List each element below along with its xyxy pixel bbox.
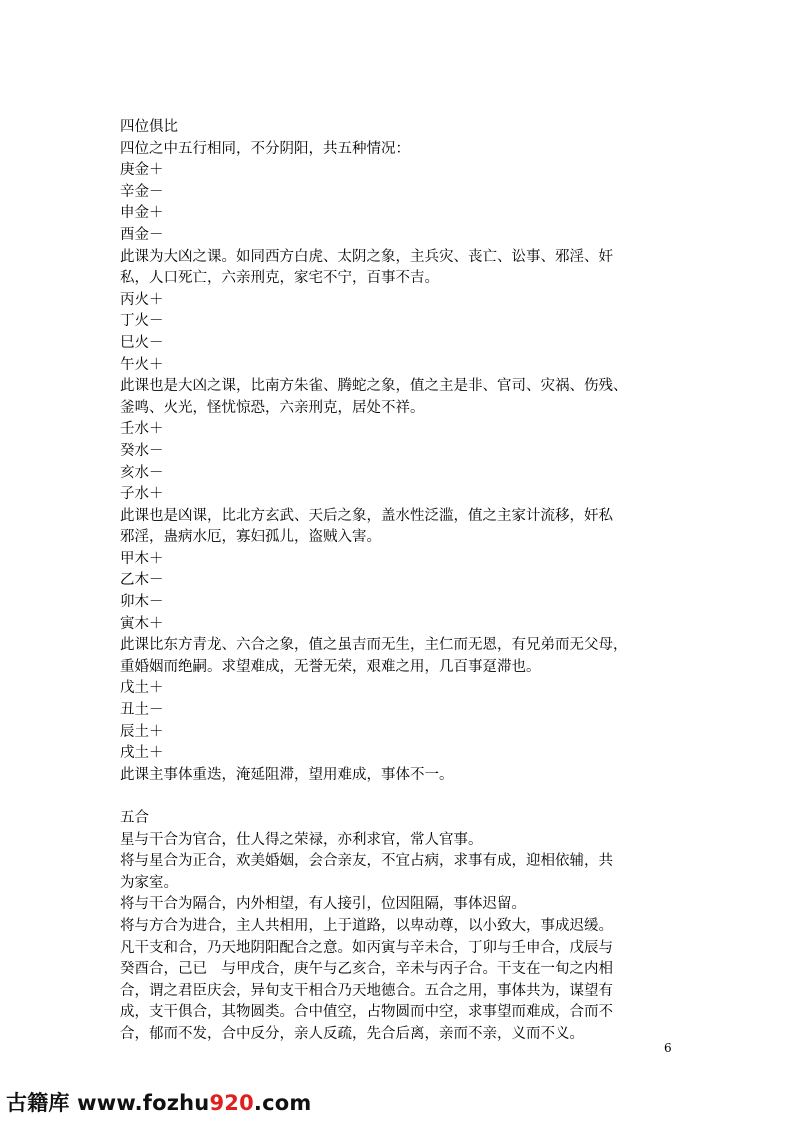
stem-branch-item: 卯木－ [120,594,164,611]
stem-branch-item: 戌土＋ [120,745,164,762]
site-url-suffix: .com [253,1091,312,1115]
stem-branch-item: 辰土＋ [120,723,164,740]
body-line: 凡干支和合，乃天地阴阳配合之意。如丙寅与辛未合，丁卯与壬申合，戊辰与 [120,939,613,956]
group-description: 私，人口死亡，六亲刑克，家宅不宁，百事不吉。 [120,270,439,287]
document-body [120,117,680,1046]
section-intro: 四位之中五行相同，不分阴阳，共五种情况： [120,140,410,157]
element-group-water [120,419,680,549]
group-description: 邪淫，蛊病水厄，寡妇孤儿，盗贼入害。 [120,529,381,546]
stem-branch-item: 戊土＋ [120,680,164,697]
group-description: 重婚姻而绝嗣。求望难成，无誉无荣，艰难之用，几百事趸滞也。 [120,658,541,675]
section-heading: 四位俱比 [120,119,178,135]
element-group-metal [120,160,680,290]
body-line: 为家室。 [120,874,178,891]
stem-branch-item: 申金＋ [120,205,164,222]
stem-branch-item: 壬水＋ [120,421,164,438]
site-url-number: 920 [209,1091,254,1115]
body-line: 将与方合为进合，主人共相用，上于道路，以卑动尊，以小致大，事成迟缓。 [120,917,613,934]
body-line: 将与星合为正合，欢美婚姻，会合亲友，不宜占病，求事有成，迎相依辅，共 [120,853,613,870]
site-name: 古籍库 [6,1091,70,1115]
section-heading: 五合 [120,810,149,826]
body-line: 成，支干俱合，其物圆类。合中值空，占物圆而中空，求事望而难成，合而不 [120,1004,613,1021]
site-watermark [6,1087,311,1117]
body-line: 将与干合为隔合，内外相望，有人接引，位因阻隔，事体迟留。 [120,896,526,913]
element-group-fire [120,290,680,420]
stem-branch-item: 癸水－ [120,442,164,459]
stem-branch-item: 巳火－ [120,334,164,351]
stem-branch-item: 午火＋ [120,356,164,373]
stem-branch-item: 辛金－ [120,183,164,200]
stem-branch-item: 子水＋ [120,486,164,503]
site-url-prefix: www.fozhu [77,1091,210,1115]
group-description: 此课也是大凶之课，比南方朱雀、腾蛇之象，值之主是非、官司、灾祸、伤残、 [120,378,628,395]
stem-branch-item: 寅木＋ [120,615,164,632]
group-description: 此课比东方青龙、六合之象，值之虽吉而无生，主仁而无恩，有兄弟而无父母， [120,637,628,654]
stem-branch-item: 丙火＋ [120,291,164,308]
stem-branch-item: 亥水－ [120,464,164,481]
group-description: 此课主事体重迭，淹延阻滞，望用难成，事体不一。 [120,766,454,783]
stem-branch-item: 酉金－ [120,226,164,243]
group-description: 此课为大凶之课。如同西方白虎、太阴之象，主兵灾、丧亡、讼事、邪淫、奸 [120,248,613,265]
element-group-wood [120,549,680,679]
stem-branch-item: 甲木＋ [120,550,164,567]
stem-branch-item: 丑土－ [120,702,164,719]
stem-branch-item: 乙木－ [120,572,164,589]
paragraph-spacer [120,786,680,808]
body-line: 癸酉合，己已 与甲戌合，庚午与乙亥合，辛未与丙子合。干支在一旬之内相 [120,961,613,978]
stem-branch-item: 丁火－ [120,313,164,330]
group-description: 此课也是凶课，比北方玄武、天后之象，盖水性泛滥，值之主家计流移，奸私 [120,507,613,524]
page-number: 6 [664,1041,672,1055]
body-line: 合，谓之君臣庆会，异旬支干相合乃天地德合。五合之用，事体共为，谋望有 [120,982,613,999]
element-group-earth [120,678,680,786]
stem-branch-item: 庚金＋ [120,162,164,179]
body-line: 合，郁而不发，合中反分，亲人反疏，先合后离，亲而不亲，义而不义。 [120,1025,584,1042]
body-line: 星与干合为官合，仕人得之荣禄，亦利求官，常人官事。 [120,831,483,848]
group-description: 釜鸣、火光，怪忧惊恐，六亲刑克，居处不祥。 [120,399,425,416]
